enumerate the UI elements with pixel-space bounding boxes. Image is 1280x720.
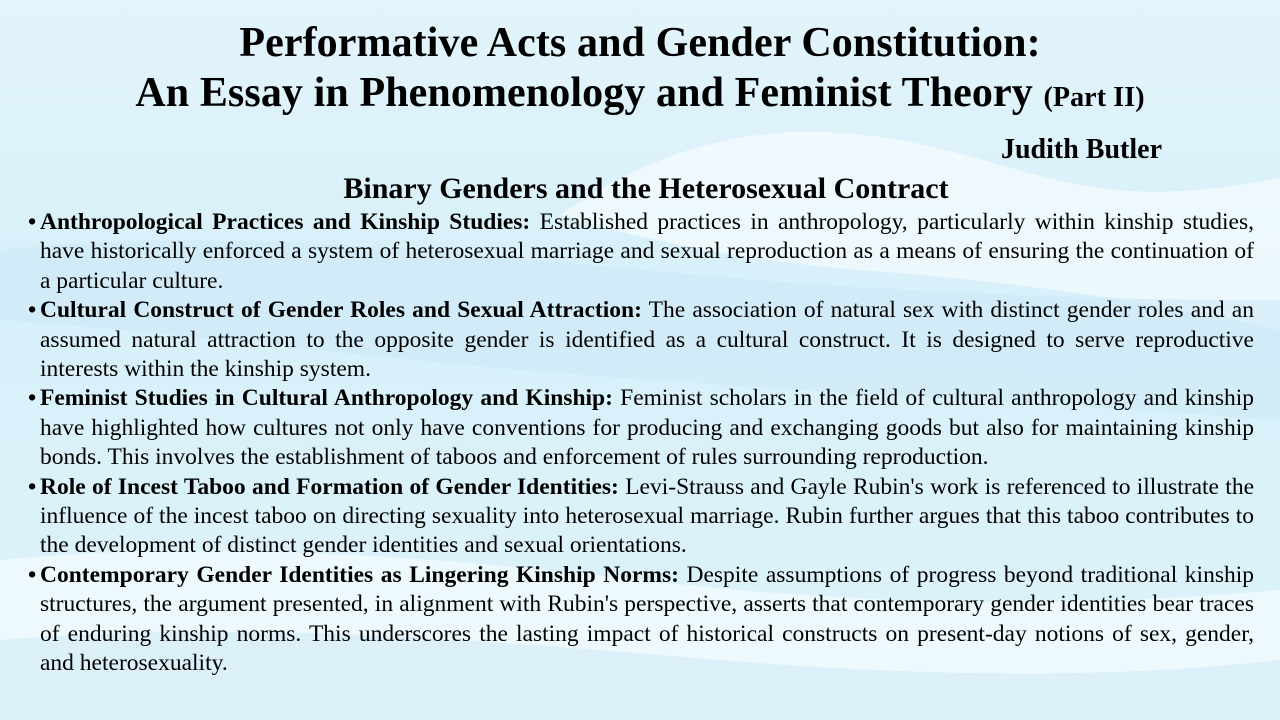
bullet-text: Despite assumptions of progress beyond traditional kinship structures, the argument presented, in alignment with Rubin's perspective, asserts that contemporary gender identities bear traces of enduring kinship norms. This underscores the lasting impact of historical constructs on present-day notions of sex, gender, and heterosexuality. [40, 561, 1255, 677]
bullet-point: • [28, 561, 37, 588]
bullet-text: Levi-Strauss and Gayle Rubin's work is referenced to illustrate the influence of the incest taboo on directing sexuality into heterosexual marriage. Rubin further argues that this taboo contributes to the development of distinct gender identities and sexual orientations. [40, 473, 1255, 559]
bullet-term: Anthropological Practices and Kinship Studies: [40, 209, 531, 235]
title-part-label: (Part II) [1043, 82, 1145, 113]
bullet-term: Cultural Construct of Gender Roles and Sexual Attraction: [40, 297, 642, 324]
bullet-term: Role of Incest Taboo and Formation of Gender Identities: [40, 473, 619, 500]
title-line-2 [0, 68, 1280, 123]
bullet-text: Established practices in anthropology, particularly within kinship studies, have historically enforced a system of heterosexual marriage and sexual reproduction as a means of ensuring the continuation of a particular culture. [40, 209, 1254, 294]
bullet-point: • [28, 209, 37, 235]
bullet-item [28, 561, 1254, 679]
bullet-term: Contemporary Gender Identities as Lingering Kinship Norms: [40, 561, 679, 588]
bullet-term: Feminist Studies in Cultural Anthropology and Kinship: [40, 385, 613, 412]
bullet-item [28, 384, 1254, 472]
slide-title [0, 18, 1280, 123]
bullet-text: The association of natural sex with distinct gender roles and an assumed natural attraction to the opposite gender is identified as a cultural construct. It is designed to serve reproductive interests within the kinship system. [40, 297, 1254, 383]
title-line-2-text: An Essay in Phenomenology and Feminist Theory [135, 70, 1033, 116]
bullet-list [28, 208, 1254, 679]
bullet-point: • [28, 297, 37, 324]
bullet-point: • [28, 385, 37, 412]
bullet-item [28, 296, 1254, 384]
author-name: Judith Butler [1000, 134, 1162, 165]
section-heading: Binary Genders and the Heterosexual Contract [343, 172, 949, 205]
title-line-1: Performative Acts and Gender Constitution: [239, 20, 1041, 66]
bullet-item [28, 208, 1254, 296]
bullet-item [28, 473, 1254, 561]
bullet-text: Feminist scholars in the field of cultural anthropology and kinship have highlighted how cultures not only have conventions for producing and exchanging goods but also for maintaining kinship bonds. This involves the establishment of taboos and enforcement of rules surrounding reproduction. [40, 385, 1254, 471]
bullet-point: • [28, 473, 37, 500]
